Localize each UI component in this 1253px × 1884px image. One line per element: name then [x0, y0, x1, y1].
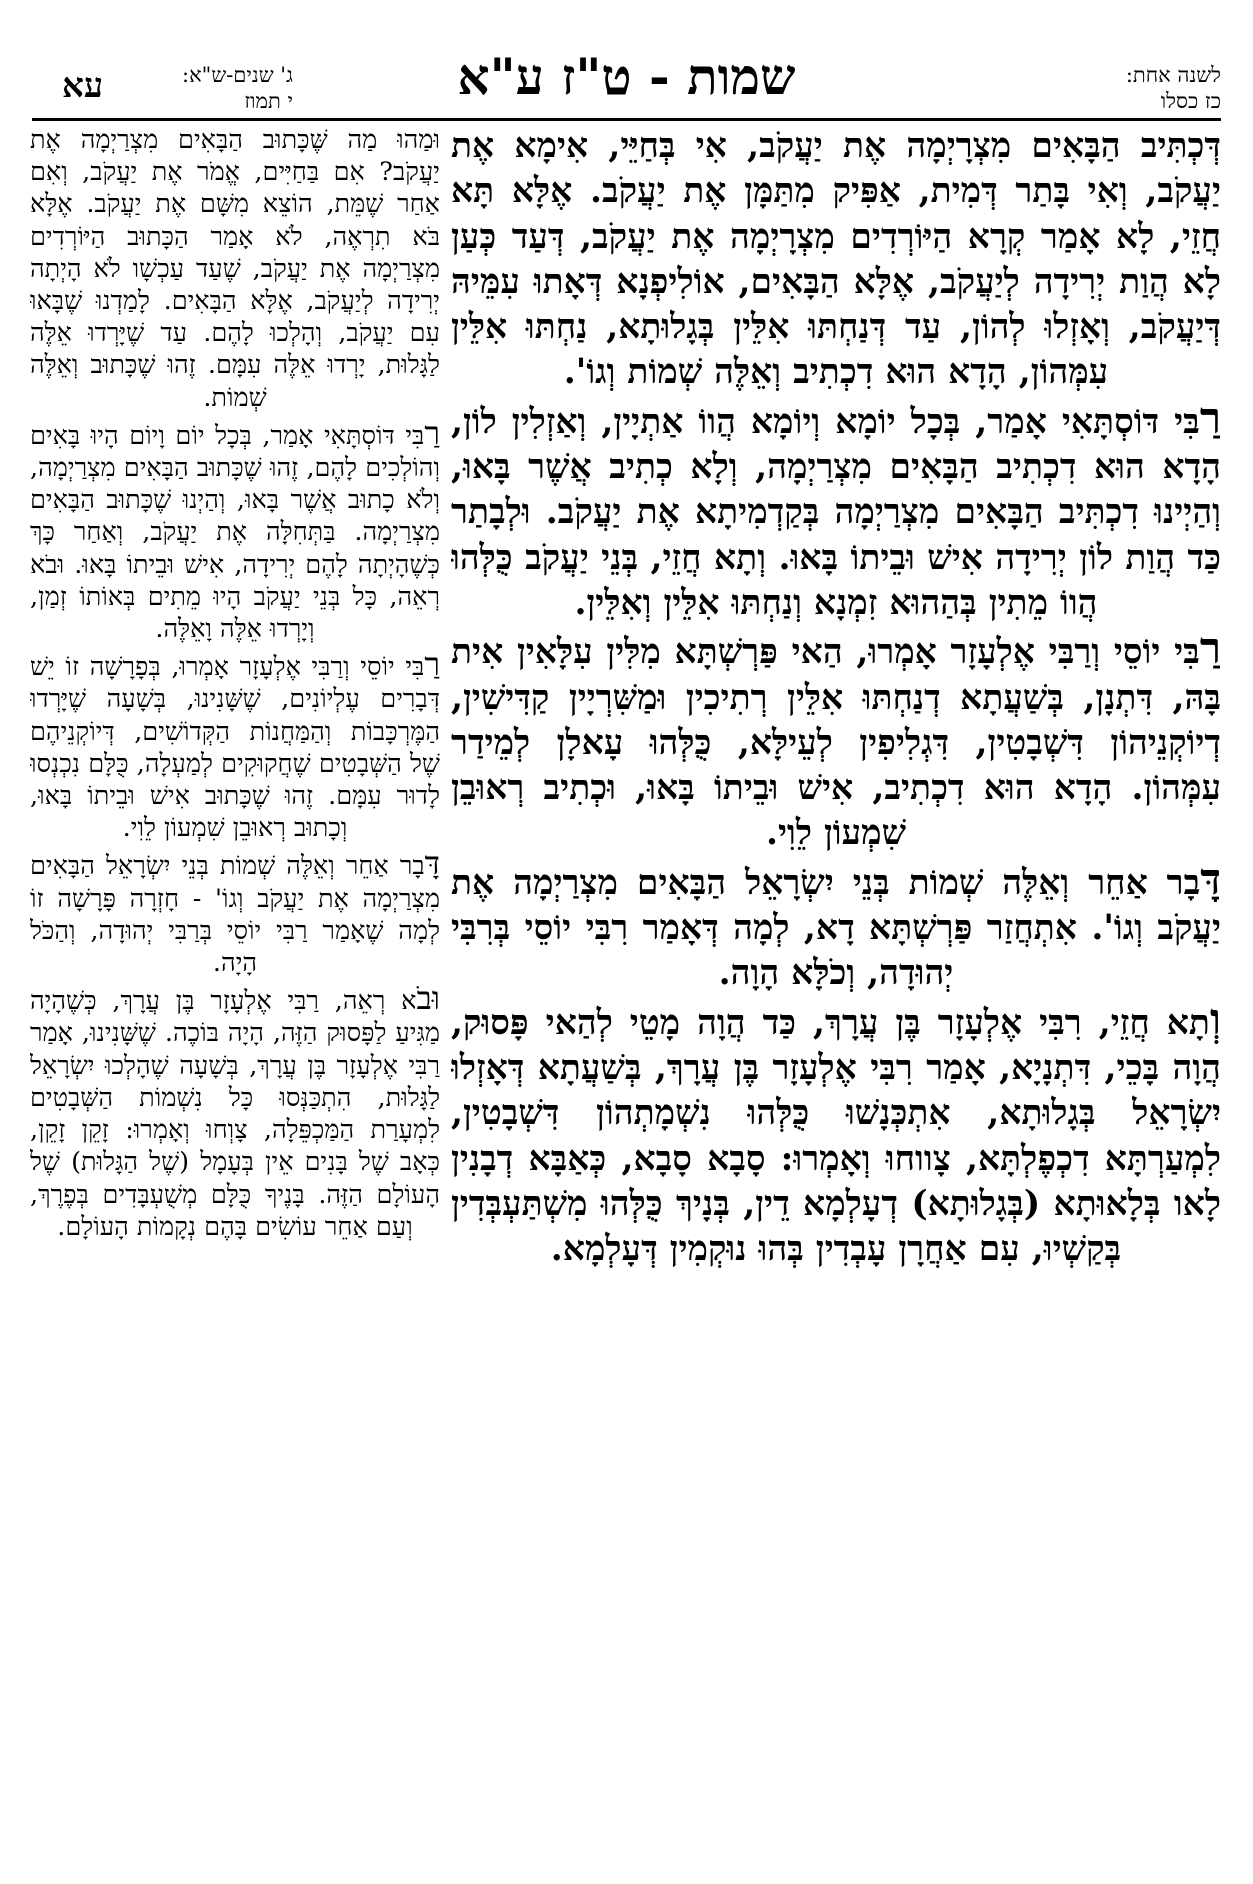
paragraph-text: וּמַהוּ מַה שֶּׁכָּתוּב הַבָּאִים מִצְרַיְמָה אֶת יַעֲקֹב? אִם בַּחַיִּים, אֱמֹר אֶת יַעֲקֹב, וְאִם אַחַר שֶׁמֵּת, הוֹצֵא מִשָּׁם אֶת יַעֲקֹב. אֶלָּא בֹּא תִרְאֶה, לֹא אָמַר הַכָּתוּב הַיּוֹרְדִים מִצְרַיְמָה אֶת יַעֲקֹב, שֶׁעַד עַכְשָׁו לֹא הָיְתָה יְרִידָה לְיַעֲקֹב, אֶלָּא הַבָּאִים. לָמַדְנוּ שֶׁבָּאוּ עִם יַעֲקֹב, וְהָלְכוּ לָהֶם. עַד שֶׁיָּרְדוּ אֵלֶּה לַגָּלוּת, יָרְדוּ אֵלֶּה עִמָּם. זֶהוּ שֶׁכָּתוּב וְאֵלֶּה שְׁמוֹת. [30, 125, 440, 413]
side-paragraph [30, 124, 440, 414]
paragraph-initial: רַ [1199, 393, 1221, 444]
paragraph-initial: וּבֹ [416, 979, 440, 1018]
main-paragraph [451, 393, 1221, 626]
schedule-one-year-label: לשנה אחת: [1125, 63, 1221, 87]
side-paragraph [30, 413, 440, 645]
paragraph-initial: דָּ [424, 844, 440, 883]
paragraph-text: בָר אַחֵר וְאֵלֶּה שְׁמוֹת בְּנֵי יִשְׂרָאֵל הַבָּאִים מִצְרַיְמָה אֶת יַעֲקֹב וְגוֹ' - חָזְרָה פָּרָשָׁה זוֹ לְמָה שֶׁאָמַר רַבִּי יוֹסֵי בְּרַבִּי יְהוּדָה, וְהַכֹּל הָיָה. [30, 851, 440, 979]
paragraph-text: דְּכְתִּיב הַבָּאִים מִצְרָיְמָה אֶת יַעֲקֹב, אִי בְּחַיֵּי, אִימָא אֶת יַעֲקֹב, וְאִי בָּתַר דְּמִית, אַפִּיק מִתַּמָּן אֶת יַעֲקֹב. אֶלָּא תָּא חֲזֵי, לָא אָמַר קְרָא הַיּוֹרְדִים מִצְרָיְמָה אֶת יַעֲקֹב, דְּעַד כְּעַן לָא הֲוַת יְרִידָה לְיַעֲקֹב, אֶלָּא הַבָּאִים, אוֹלִיפְנָא דְּאָתוּ עִמֵּיהּ דְּיַעֲקֹב, וְאָזְלוּ לְהוֹן, עַד דְּנַחְתּוּ אִלֵּין בְּגָלוּתָא, נַחְתּוּ אִלֵּין עִמְּהוֹן, הָדָא הוּא דִכְתִיב וְאֵלֶּה שְׁמוֹת וְגוֹ'. [451, 126, 1221, 393]
main-paragraph [451, 624, 1221, 856]
paragraph-initial: רַ [424, 413, 440, 452]
paragraph-text: בִּי יוֹסֵי וְרַבִּי אֶלְעָזָר אָמְרוּ, הַאי פַּרְשְׁתָּא מִלִּין עִלָּאִין אִית בָּהּ, דִּתְנָן, בְּשַׁעֲתָא דְנַחְתּוּ אִלֵּין רְתִיכִין וּמַשִּׁרְיָין קַדִּישִׁין, דְיוֹקְנֵיהוֹן דִּשְׁבָטִין, דִּגְלִיפִין לְעֵילָּא, כֻּלְּהוּ עָאלָן לְמֵידַר עִמְּהוֹן. הָדָא הוּא דִכְתִיב, אִישׁ וּבֵיתוֹ בָּאוּ, וּכְתִיב רְאוּבֵן שִׁמְעוֹן לֵוִי. [451, 632, 1221, 854]
paragraph-initial: וְ [1209, 994, 1221, 1045]
paragraph-text: א רְאֵה, רַבִּי אֶלְעָזָר בֶּן עֲרָךְ, כְּשֶׁהָיָה מַגִּיעַ לַפָּסוּק הַזֶּה, הָיָה בּוֹכֶה. שֶׁשָּׁנִינוּ, אָמַר רַבִּי אֶלְעָזָר בֶּן עֲרָךְ, בְּשָׁעָה שֶׁהָלְכוּ יִשְׂרָאֵל לַגָּלוּת, הִתְכַּנְּסוּ כָּל נִשְׁמוֹת הַשְּׁבָטִים לִמְעָרַת הַמַּכְפֵּלָה, צָוְחוּ וְאָמְרוּ: זָקֵן זָקֵן, כְּאָב שֶׁל בָּנִים אֵין בְּעָמָל (שֶׁל הַגָּלוּת) שֶׁל הָעוֹלָם הַזֶּה. בָּנֶיךָ כֻּלָּם מְשֻׁעְבָּדִים בְּפֶרֶךְ, וְעַם אַחֵר עוֹשִׂים בָּהֶם נְקָמוֹת הָעוֹלָם. [30, 986, 440, 1242]
page-number: עא [62, 66, 104, 106]
schedule-three-years-date: י תמוז [244, 89, 293, 113]
schedule-three-years-label: ג' שנים-ש"א: [182, 63, 293, 87]
page-header [32, 44, 1221, 121]
main-paragraph [451, 854, 1221, 997]
hebrew-translation-column [30, 124, 440, 1844]
main-paragraph [451, 994, 1221, 1273]
side-paragraph [30, 844, 440, 979]
main-paragraph [451, 124, 1221, 396]
paragraph-initial: דָּ [1200, 854, 1221, 905]
schedule-three-years [182, 62, 293, 114]
paragraph-text: בִּי דּוֹסְתָּאִי אָמַר, בְּכָל יוֹם וָיוֹם הָיוּ בָּאִים וְהוֹלְכִים לָהֶם, זֶהוּ שֶׁכָּתוּב הַבָּאִים מִצְרַיְמָה, וְלֹא כָתוּב אֲשֶׁר בָּאוּ, וְהַיְנוּ שֶׁכָּתוּב הַבָּאִים מִצְרַיְמָה. בַּתְּחִלָּה אֶת יַעֲקֹב, וְאַחַר כָּךְ כְּשֶׁהָיְתָה לָהֶם יְרִידָה, אִישׁ וּבֵיתוֹ בָּאוּ. וּבֹא רְאֵה, כָּל בְּנֵי יַעֲקֹב הָיוּ מֵתִים בְּאוֹתוֹ זְמַן, וְיָרְדוּ אֵלֶּה וָאֵלֶּה. [30, 420, 440, 645]
schedule-one-year-date: כז כסלו [1160, 89, 1221, 113]
paragraph-text: בִּי דּוֹסְתָּאִי אָמַר, בְּכָל יוֹמָא וְיוֹמָא הֲווֹ אַתְיָין, וְאַזְלִין לוֹן, הָדָא הוּא דִכְתִיב הַבָּאִים מִצְרַיְמָה, וְלָא כְתִיב אֲשֶׁר בָּאוּ, וְהַיְינוּ דִכְתִּיב הַבָּאִים מִצְרַיְמָה בְּקַדְמִיתָא אֶת יַעֲקֹב. וּלְבָתַר כַּד הֲוַת לוֹן יְרִידָה אִישׁ וּבֵיתוֹ בָּאוּ. וְתָא חֲזֵי, בְּנֵי יַעֲקֹב כֻּלְּהוּ הֲווֹ מֵתִין בְּהַהוּא זִמְנָא וְנַחְתּוּ אִלֵּין וְאִלֵּין. [451, 401, 1221, 623]
page-title: שמות - ט"ז ע"א [457, 47, 796, 106]
side-paragraph [30, 645, 440, 844]
aramaic-text-column [451, 124, 1221, 1844]
paragraph-text: בִּי יוֹסֵי וְרַבִּי אֶלְעָזָר אָמְרוּ, בְּפָרָשָׁה זוֹ יֵשׁ דְּבָרִים עֶלְיוֹנִים, שֶׁשָּׁנִינוּ, בְּשָׁעָה שֶׁיָּרְדוּ הַמֶּרְכָּבוֹת וְהַמַּחֲנוֹת הַקְּדוֹשִׁים, דְּיוֹקְנֵיהֶם שֶׁל הַשְּׁבָטִים שֶׁחֲקוּקִים לְמַעְלָה, כֻּלָּם נִכְנְסוּ לָדוּר עִמָּם. זֶהוּ שֶׁכָּתוּב אִישׁ וּבֵיתוֹ בָּאוּ, וְכָתוּב רְאוּבֵן שִׁמְעוֹן לֵוִי. [30, 652, 440, 844]
paragraph-text: בָר אַחֵר וְאֵלֶּה שְׁמוֹת בְּנֵי יִשְׂרָאֵל הַבָּאִים מִצְרַיְמָה אֶת יַעֲקֹב וְגוֹ'. אִתְחֲזַר פַּרְשְׁתָּא דָא, לְמָה דְּאָמַר רִבִּי יוֹסֵי בְּרִבִּי יְהוּדָה, וְכֹלָּא הָוָה. [451, 862, 1221, 994]
paragraph-initial: רַ [424, 645, 440, 684]
side-paragraph [30, 979, 440, 1243]
paragraph-text: תָא חֲזֵי, רִבִּי אֶלְעָזָר בֶּן עֲרָךְ, כַּד הֲוָה מָטֵי לְהַאי פָּסוּק, הֲוָה בָּכֵי, דִּתְנָיָא, אָמַר רִבִּי אֶלְעָזָר בֶּן עֲרָךְ, בְּשַׁעֲתָא דְּאָזְלוּ יִשְׂרָאֵל בְּגָלוּתָא, אִתְכְּנָשׁוּ כֻּלְּהוּ נִשְׁמָתְהוֹן דִּשְׁבָטִין, לִמְעַרְתָּא דִכְפֶלְתָּא, צָווחוּ וְאָמְרוּ: סָבָא סָבָא, כְּאַבָּא דְבָנִין לָאו בְּלָאוּתָא (בְּגָלוּתָא) דְעָלְמָא דֵין, בְּנָיךְ כֻּלְּהוּ מִשְׁתַּעְבְּדִין בְּקַשְׁיוּ, עִם אַחֲרָן עָבְדִין בְּהוּ נוּקְמִין דְּעָלְמָא. [451, 1002, 1221, 1270]
paragraph-initial: רַ [1199, 624, 1221, 675]
